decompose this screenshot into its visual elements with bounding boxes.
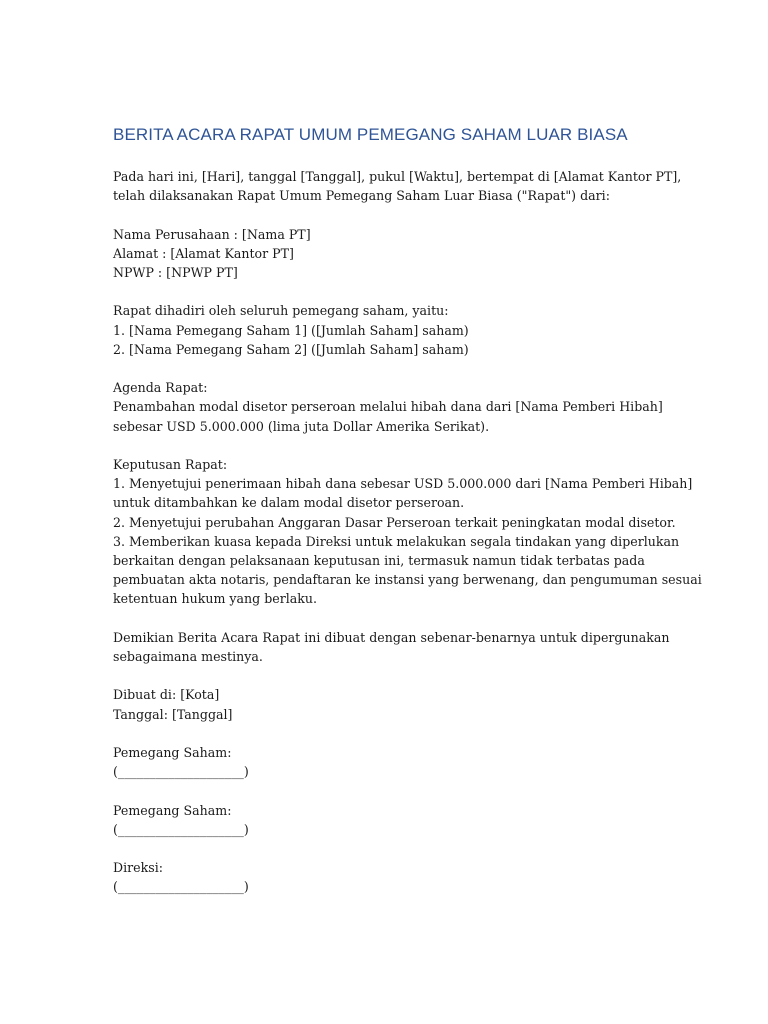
- attendance-heading: Rapat dihadiri oleh seluruh pemegang saham, yaitu:: [113, 303, 449, 319]
- signature-line: (____________________): [113, 879, 249, 895]
- decisions-section: [113, 455, 702, 609]
- intro-line: telah dilaksanakan Rapat Umum Pemegang Saham Luar Biasa ("Rapat") dari:: [113, 188, 610, 204]
- agenda-heading: Agenda Rapat:: [113, 380, 208, 396]
- attendance-section: [113, 301, 673, 359]
- decision-line: berkaitan dengan pelaksanaan keputusan ini, termasuk namun tidak terbatas pada: [113, 553, 645, 568]
- closing-paragraph: [113, 628, 673, 666]
- place-date-block: [113, 685, 673, 723]
- company-name: Nama Perusahaan : [Nama PT]: [113, 226, 311, 242]
- place-line: Dibuat di: [Kota]: [113, 687, 220, 703]
- company-address: Alamat : [Alamat Kantor PT]: [113, 245, 294, 261]
- signature-block: [113, 858, 673, 896]
- document-title: BERITA ACARA RAPAT UMUM PEMEGANG SAHAM LUAR BIASA: [113, 125, 628, 144]
- signature-label: Direksi:: [113, 860, 163, 876]
- intro-paragraph: [113, 167, 682, 205]
- closing-line: sebagaimana mestinya.: [113, 649, 263, 664]
- decisions-heading: Keputusan Rapat:: [113, 456, 228, 472]
- decision-line: 2. Menyetujui perubahan Anggaran Dasar Perseroan terkait peningkatan modal disetor.: [113, 514, 676, 530]
- closing-line: Demikian Berita Acara Rapat ini dibuat dengan sebenar-benarnya untuk dipergunakan: [113, 629, 670, 645]
- document-page: [113, 124, 702, 916]
- signature-line: (____________________): [113, 821, 249, 837]
- signature-label: Pemegang Saham:: [113, 744, 232, 760]
- agenda-line: Penambahan modal disetor perseroan melalui hibah dana dari [Nama Pemberi Hibah]: [113, 399, 663, 415]
- signature-line: (____________________): [113, 764, 249, 780]
- company-details: [113, 225, 673, 283]
- signature-block: [113, 801, 673, 839]
- decision-line: pembuatan akta notaris, pendaftaran ke instansi yang berwenang, dan pengumuman sesuai: [113, 572, 702, 588]
- attendee-item: 1. [Nama Pemegang Saham 1] ([Jumlah Saham] saham): [113, 322, 469, 338]
- decision-line: ketentuan hukum yang berlaku.: [113, 591, 318, 607]
- decision-line: 3. Memberikan kuasa kepada Direksi untuk melakukan segala tindakan yang diperlukan: [113, 533, 680, 549]
- intro-line: Pada hari ini, [Hari], tanggal [Tanggal], pukul [Waktu], bertempat di [Alamat Kantor PT],: [113, 169, 682, 184]
- decision-line: 1. Menyetujui penerimaan hibah dana sebesar USD 5.000.000 dari [Nama Pemberi Hibah]: [113, 476, 693, 492]
- signature-label: Pemegang Saham:: [113, 802, 232, 818]
- decision-line: untuk ditambahkan ke dalam modal disetor perseroan.: [113, 495, 465, 511]
- company-npwp: NPWP : [NPWP PT]: [113, 265, 238, 280]
- agenda-section: [113, 378, 673, 436]
- date-line: Tanggal: [Tanggal]: [113, 706, 233, 722]
- agenda-line: sebesar USD 5.000.000 (lima juta Dollar Amerika Serikat).: [113, 418, 490, 434]
- attendee-item: 2. [Nama Pemegang Saham 2] ([Jumlah Saham] saham): [113, 341, 469, 357]
- signature-block: [113, 743, 673, 781]
